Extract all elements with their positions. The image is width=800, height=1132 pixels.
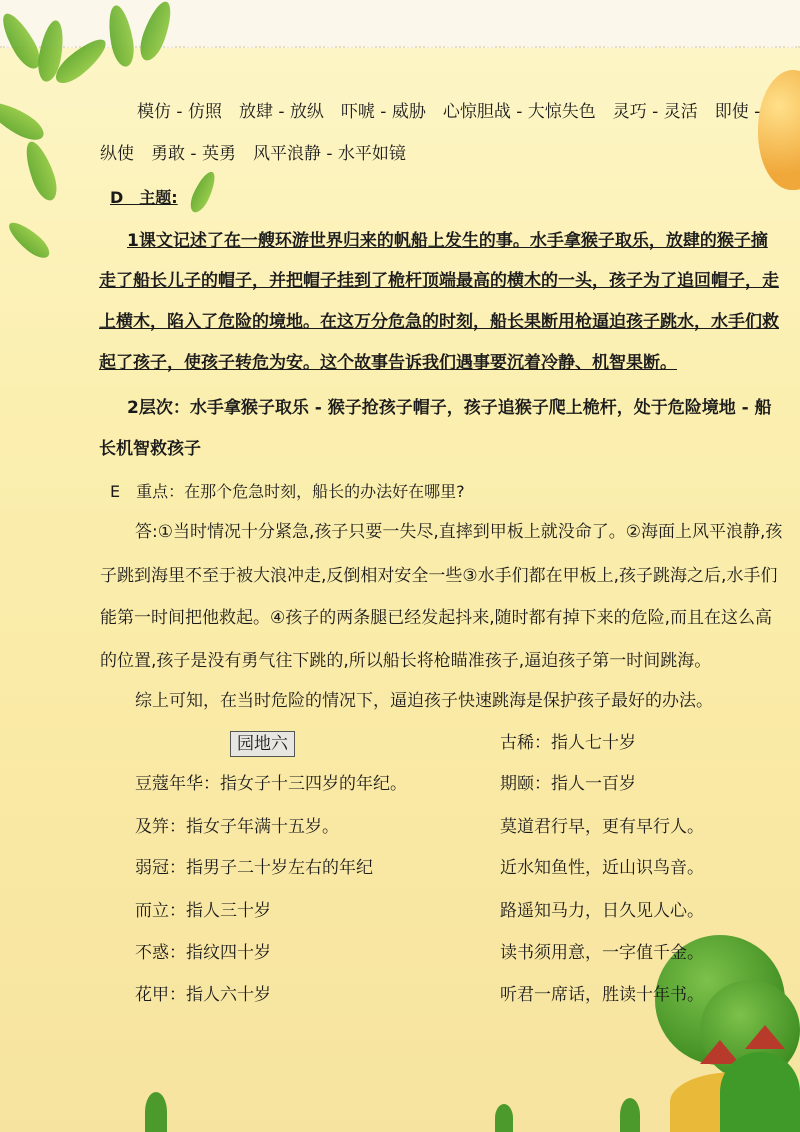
garden-right-item-3: 莫道君行早，更有早行人。	[500, 817, 704, 837]
garden-right-item-7: 听君一席话，胜读十年书。	[500, 985, 704, 1005]
garden-left-item-1: 豆蔻年华：指女子十三四岁的年纪。	[135, 774, 407, 794]
focus-answer-line-1: 答:①当时情况十分紧急,孩子只要一失尽,直摔到甲板上就没命了。②海面上风平浪静,孩	[135, 522, 783, 542]
garden-left-item-2: 及笄：指女子年满十五岁。	[135, 817, 339, 837]
garden-right-item-2: 期颐：指人一百岁	[500, 774, 636, 794]
vocab-line-2: 纵使 勇敢 - 英勇 风平浪静 - 水平如镜	[100, 144, 406, 164]
garden-right-item-6: 读书须用意，一字值千金。	[500, 943, 704, 963]
garden-right-item-1: 古稀：指人七十岁	[500, 733, 636, 753]
garden-left-item-4: 而立：指人三十岁	[135, 901, 271, 921]
garden-right-item-5: 路遥知马力，日久见人心。	[500, 901, 704, 921]
theme-paragraph-2-line-2: 长机智救孩子	[99, 439, 201, 459]
theme-paragraph-1-line-2: 走了船长儿子的帽子，并把帽子挂到了桅杆顶端最高的横木的一头，孩子为了追回帽子，走	[99, 271, 779, 291]
garden-title: 园地六	[230, 731, 295, 757]
focus-question: E 重点：在那个危急时刻，船长的办法好在哪里?	[110, 482, 465, 501]
theme-paragraph-1-line-4: 起了孩子，使孩子转危为安。这个故事告诉我们遇事要沉着冷静、机智果断。	[99, 353, 677, 373]
theme-label: D 主题:	[110, 188, 178, 207]
focus-answer-line-4: 的位置,孩子是没有勇气往下跳的,所以船长将枪瞄准孩子,逼迫孩子第一时间跳海。	[100, 651, 712, 671]
vocab-line-1: 模仿 - 仿照 放肆 - 放纵 吓唬 - 威胁 心惊胆战 - 大惊失色 灵巧 - 灵活 即使 -	[137, 102, 761, 122]
theme-paragraph-2-line-1: 2层次：水手拿猴子取乐 - 猴子抢孩子帽子，孩子追猴子爬上桅杆，处于危险境地 - 船	[127, 398, 772, 418]
theme-paragraph-1-line-1: 1课文记述了在一艘环游世界归来的帆船上发生的事。水手拿猴子取乐，放肆的猴子摘	[127, 231, 768, 251]
garden-left-item-6: 花甲：指人六十岁	[135, 985, 271, 1005]
garden-right-item-4: 近水知鱼性，近山识鸟音。	[500, 858, 704, 878]
garden-left-item-5: 不惑：指纹四十岁	[135, 943, 271, 963]
focus-answer-line-2: 子跳到海里不至于被大浪冲走,反倒相对安全一些③水手们都在甲板上,孩子跳海之后,水手们	[100, 566, 778, 586]
garden-left-item-3: 弱冠：指男子二十岁左右的年纪	[135, 858, 373, 878]
focus-summary: 综上可知，在当时危险的情况下，逼迫孩子快速跳海是保护孩子最好的办法。	[135, 691, 713, 711]
theme-paragraph-1-line-3: 上横木，陷入了危险的境地。在这万分危急的时刻，船长果断用枪逼迫孩子跳水，水手们救	[99, 312, 779, 332]
focus-answer-line-3: 能第一时间把他救起。④孩子的两条腿已经发起抖来,随时都有掉下来的危险,而且在这么高	[100, 608, 773, 628]
